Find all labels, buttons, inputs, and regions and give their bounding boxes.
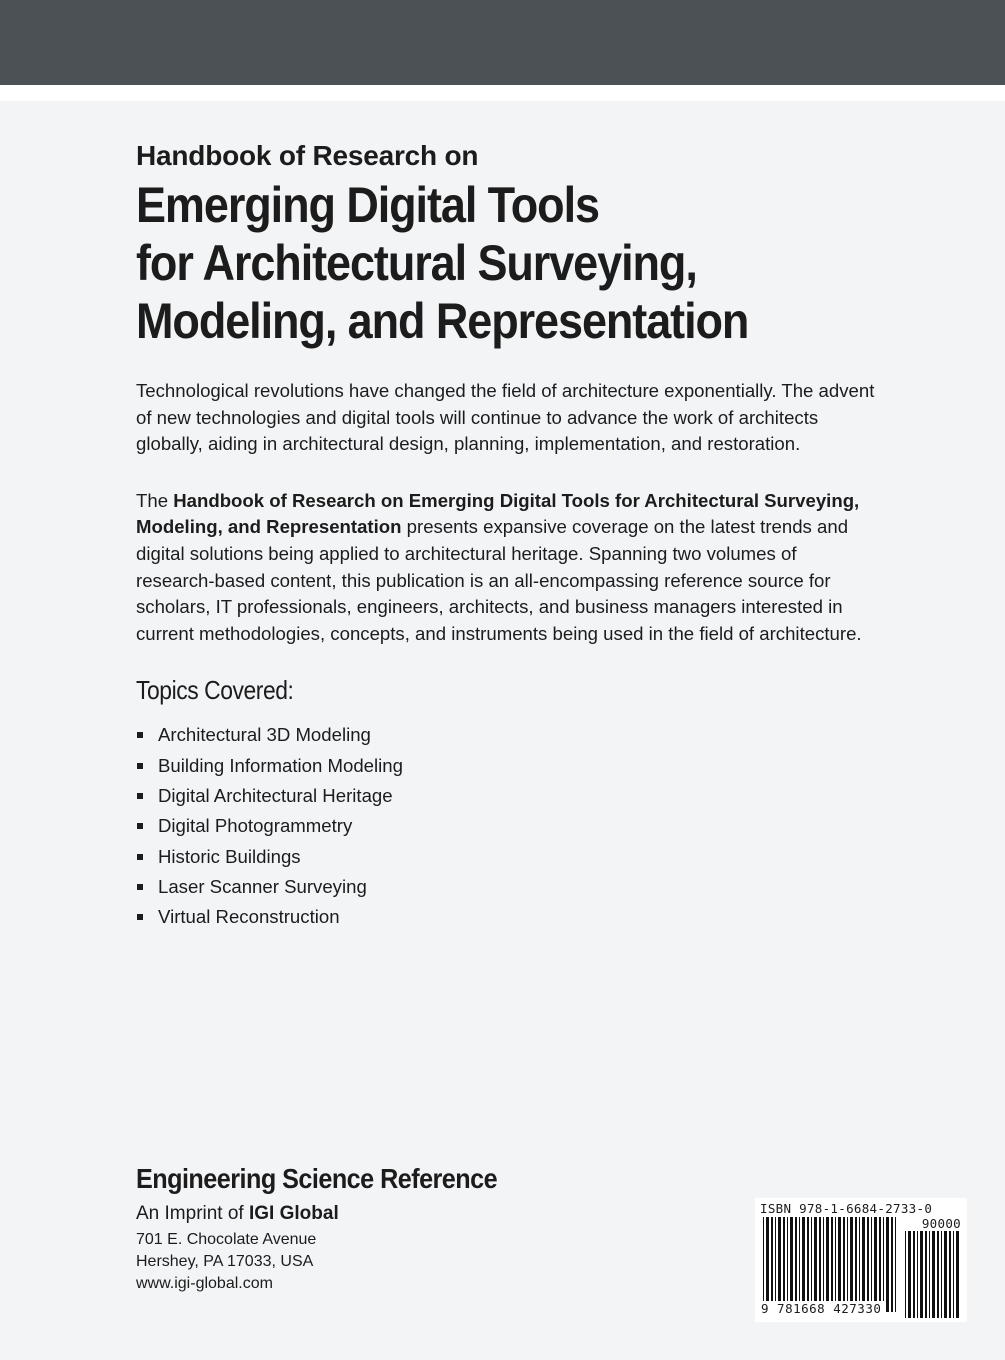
topic-item [136,842,876,872]
barcode-bars-icon [763,1217,897,1312]
parent-publisher: IGI Global [249,1203,339,1224]
square-bullet-icon [137,732,143,738]
isbn-barcode [755,1198,967,1322]
topic-item [136,781,876,811]
topic-item [136,872,876,902]
square-bullet-icon [137,854,143,860]
book-pre-title: Handbook of Research on [136,140,479,171]
back-cover-content [136,140,876,932]
publisher-website: www.igi-global.com [136,1275,273,1292]
address-line-1: 701 E. Chocolate Avenue [136,1231,317,1248]
square-bullet-icon [137,914,143,920]
square-bullet-icon [137,823,143,829]
topic-item [136,811,876,841]
topic-item [136,720,876,750]
imprint-prefix: An Imprint of [136,1203,249,1224]
address-line-2: Hershey, PA 17033, USA [136,1253,314,1270]
imprint-name: Engineering Science Reference [136,1163,498,1194]
publisher-block [136,1163,636,1295]
paragraph-2-book-title: Handbook of Research on Emerging Digital Tools for Architectural Surveying, Modeling, and Representation [136,489,860,538]
barcode-addon-number: 90000 [921,1216,961,1231]
barcode-addon-bars-icon [905,1231,961,1318]
square-bullet-icon [137,763,143,769]
paragraph-2-lead: The [136,489,174,511]
topic-label: Historic Buildings [158,845,301,867]
imprint-line [136,1203,636,1225]
topic-item [136,751,876,781]
top-white-strip [0,85,1005,101]
title-line-2: for Architectural Surveying, [136,235,697,291]
topic-label: Virtual Reconstruction [158,906,340,928]
topics-heading: Topics Covered: [136,675,294,706]
title-line-3: Modeling, and Representation [136,293,749,349]
topics-list [136,720,876,932]
isbn-label: ISBN 978-1-6684-2733-0 [760,1201,933,1216]
topic-label: Laser Scanner Surveying [158,875,367,897]
topic-label: Building Information Modeling [158,754,403,776]
title-line-1: Emerging Digital Tools [136,177,599,233]
topic-label: Digital Architectural Heritage [158,784,393,806]
barcode-digits: 9 781668 427330 [758,1301,884,1316]
description-paragraph-2 [136,488,876,648]
square-bullet-icon [137,793,143,799]
topic-item [136,902,876,932]
square-bullet-icon [137,884,143,890]
top-color-band [0,0,1005,85]
book-title [136,176,802,350]
description-paragraph-1: Technological revolutions have changed the field of architecture exponentially. The advent of new technologies and digital tools will continue to advance the work of architects globally, aiding in architectural design, planning, implementation, and restoration. [136,380,875,455]
topic-label: Architectural 3D Modeling [158,724,371,746]
topic-label: Digital Photogrammetry [158,815,353,837]
paragraph-2-rest: presents expansive coverage on the latest trends and digital solutions being applied to architectural heritage. Spanning two volumes of research-based content, this publication is an all-encompassing reference source for scholars, IT professionals, engineers, architects, and business managers interested in current methodologies, concepts, and instruments being used in the field of architecture. [136,516,862,644]
